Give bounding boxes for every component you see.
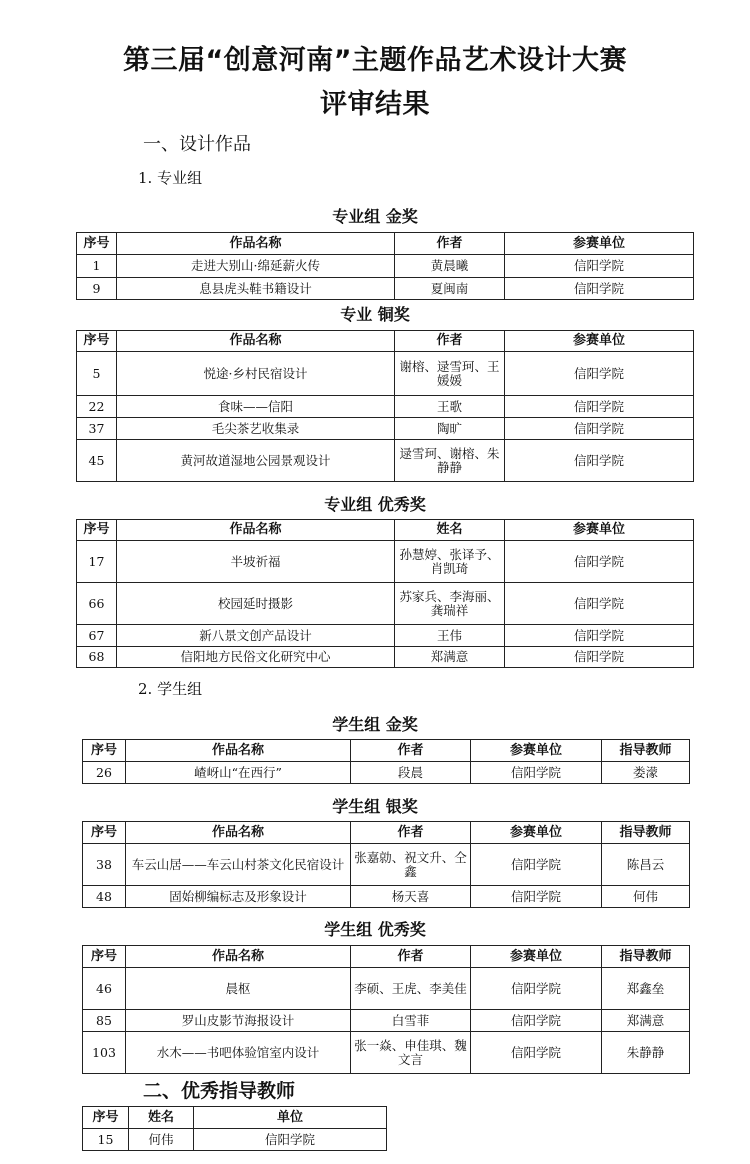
document-title-line2: 评审结果 — [320, 89, 430, 120]
cell-author: 陶旷 — [395, 418, 505, 440]
cell-seq: 85 — [83, 1010, 126, 1032]
table-row — [77, 440, 694, 482]
subheading-professional-group: 1. 专业组 — [138, 169, 203, 187]
cell-author: 苏家兵、李海丽、龚瑞祥 — [395, 583, 505, 625]
cell-seq: 48 — [83, 886, 126, 908]
cell-advisor: 何伟 — [602, 886, 690, 908]
header-author: 作者 — [351, 946, 471, 968]
table-row — [77, 255, 694, 278]
table-pro-gold — [76, 232, 694, 300]
header-row — [77, 233, 694, 255]
table-row — [83, 762, 690, 784]
cell-seq: 68 — [77, 647, 117, 668]
table-row — [77, 541, 694, 583]
cell-author: 王伟 — [395, 625, 505, 647]
cell-author: 黄晨曦 — [395, 255, 505, 278]
cell-seq: 26 — [83, 762, 126, 784]
cell-author: 夏闽南 — [395, 278, 505, 300]
table-row — [77, 352, 694, 396]
cell-unit: 信阳学院 — [505, 440, 694, 482]
header-advisor: 指导教师 — [602, 822, 690, 844]
header-seq: 序号 — [77, 233, 117, 255]
header-work-title: 作品名称 — [117, 520, 395, 541]
caption-pro-bronze: 专业 铜奖 — [340, 305, 410, 324]
subheading-student-group: 2. 学生组 — [138, 680, 203, 698]
header-author: 作者 — [395, 331, 505, 352]
cell-work-title: 晨枢 — [126, 968, 351, 1010]
header-unit: 参赛单位 — [471, 740, 602, 762]
header-author: 姓名 — [395, 520, 505, 541]
cell-author: 郑满意 — [395, 647, 505, 668]
header-row — [77, 520, 694, 541]
cell-work-title: 食味——信阳 — [117, 396, 395, 418]
table-row — [83, 886, 690, 908]
cell-unit: 信阳学院 — [505, 352, 694, 396]
header-seq: 序号 — [83, 740, 126, 762]
header-row — [83, 822, 690, 844]
header-seq: 序号 — [83, 1107, 129, 1129]
cell-work-title: 新八景文创产品设计 — [117, 625, 395, 647]
cell-unit: 信阳学院 — [471, 968, 602, 1010]
header-advisor: 指导教师 — [602, 740, 690, 762]
cell-work-title: 走进大别山·绵延薪火传 — [117, 255, 395, 278]
header-unit: 参赛单位 — [505, 331, 694, 352]
cell-seq: 5 — [77, 352, 117, 396]
table-stu-silver — [82, 821, 690, 908]
cell-author: 张嘉勍、祝文升、仝鑫 — [351, 844, 471, 886]
cell-work-title: 固始柳编标志及形象设计 — [126, 886, 351, 908]
cell-advisor: 朱静静 — [602, 1032, 690, 1074]
table-row — [83, 1010, 690, 1032]
table-row — [83, 844, 690, 886]
cell-unit: 信阳学院 — [505, 278, 694, 300]
cell-work-title: 黄河故道湿地公园景观设计 — [117, 440, 395, 482]
cell-unit: 信阳学院 — [505, 541, 694, 583]
table-row — [83, 1129, 387, 1151]
cell-advisor: 郑鑫垒 — [602, 968, 690, 1010]
cell-unit: 信阳学院 — [471, 844, 602, 886]
cell-author: 白雪菲 — [351, 1010, 471, 1032]
header-seq: 序号 — [77, 520, 117, 541]
cell-author: 杨天喜 — [351, 886, 471, 908]
cell-seq: 103 — [83, 1032, 126, 1074]
header-row — [83, 740, 690, 762]
cell-seq: 67 — [77, 625, 117, 647]
cell-unit: 信阳学院 — [505, 255, 694, 278]
header-seq: 序号 — [83, 822, 126, 844]
cell-unit: 信阳学院 — [505, 583, 694, 625]
cell-author: 逯雪珂、谢榕、朱静静 — [395, 440, 505, 482]
cell-unit: 信阳学院 — [505, 647, 694, 668]
cell-unit: 信阳学院 — [505, 625, 694, 647]
cell-seq: 45 — [77, 440, 117, 482]
cell-work-title: 毛尖茶艺收集录 — [117, 418, 395, 440]
cell-work-title: 半坡祈福 — [117, 541, 395, 583]
table-row — [83, 1032, 690, 1074]
header-advisor: 指导教师 — [602, 946, 690, 968]
cell-seq: 38 — [83, 844, 126, 886]
cell-unit: 信阳学院 — [471, 762, 602, 784]
header-work-title: 作品名称 — [126, 740, 351, 762]
cell-seq: 9 — [77, 278, 117, 300]
cell-work-title: 信阳地方民俗文化研究中心 — [117, 647, 395, 668]
cell-author: 王歌 — [395, 396, 505, 418]
cell-work-title: 嵖岈山“在西行” — [126, 762, 351, 784]
cell-author: 张一焱、申佳琪、魏文言 — [351, 1032, 471, 1074]
table-pro-excellent — [76, 519, 694, 668]
cell-work-title: 水木——书吧体验馆室内设计 — [126, 1032, 351, 1074]
cell-author: 孙慧婷、张译予、肖凯琦 — [395, 541, 505, 583]
table-row — [77, 647, 694, 668]
cell-author: 段晨 — [351, 762, 471, 784]
header-work-title: 作品名称 — [126, 822, 351, 844]
table-row — [77, 396, 694, 418]
cell-work-title: 悦途·乡村民宿设计 — [117, 352, 395, 396]
table-row — [77, 418, 694, 440]
cell-unit: 信阳学院 — [194, 1129, 387, 1151]
cell-seq: 37 — [77, 418, 117, 440]
table-row — [77, 625, 694, 647]
caption-pro-gold: 专业组 金奖 — [332, 207, 418, 226]
caption-stu-silver: 学生组 银奖 — [332, 797, 418, 816]
table-row — [77, 278, 694, 300]
cell-unit: 信阳学院 — [471, 1010, 602, 1032]
table-stu-gold — [82, 739, 690, 784]
header-unit: 参赛单位 — [471, 822, 602, 844]
cell-seq: 17 — [77, 541, 117, 583]
cell-work-title: 罗山皮影节海报设计 — [126, 1010, 351, 1032]
table-stu-excellent — [82, 945, 690, 1074]
header-author: 作者 — [351, 740, 471, 762]
caption-stu-gold: 学生组 金奖 — [332, 715, 418, 734]
cell-unit: 信阳学院 — [471, 1032, 602, 1074]
header-author: 作者 — [351, 822, 471, 844]
table-row — [83, 968, 690, 1010]
header-row — [83, 946, 690, 968]
table-teachers — [82, 1106, 387, 1151]
cell-author: 李硕、王虎、李美佳 — [351, 968, 471, 1010]
cell-seq: 66 — [77, 583, 117, 625]
document-title-line1: 第三届“创意河南”主题作品艺术设计大赛 — [123, 45, 627, 76]
table-pro-bronze — [76, 330, 694, 482]
caption-stu-excellent: 学生组 优秀奖 — [324, 920, 426, 939]
cell-unit: 信阳学院 — [505, 396, 694, 418]
header-unit: 单位 — [194, 1107, 387, 1129]
caption-pro-excellent: 专业组 优秀奖 — [324, 495, 426, 514]
header-work-title: 作品名称 — [117, 233, 395, 255]
cell-work-title: 校园延时摄影 — [117, 583, 395, 625]
cell-unit: 信阳学院 — [505, 418, 694, 440]
header-unit: 参赛单位 — [505, 233, 694, 255]
cell-seq: 22 — [77, 396, 117, 418]
header-row — [83, 1107, 387, 1129]
header-name: 姓名 — [129, 1107, 194, 1129]
table-row — [77, 583, 694, 625]
cell-work-title: 车云山居——车云山村茶文化民宿设计 — [126, 844, 351, 886]
section-heading-design-works: 一、设计作品 — [143, 134, 251, 155]
section-heading-excellent-teachers: 二、优秀指导教师 — [143, 1080, 296, 1102]
cell-advisor: 娄濛 — [602, 762, 690, 784]
header-work-title: 作品名称 — [117, 331, 395, 352]
header-seq: 序号 — [83, 946, 126, 968]
cell-advisor: 郑满意 — [602, 1010, 690, 1032]
cell-author: 谢榕、逯雪珂、王媛媛 — [395, 352, 505, 396]
cell-name: 何伟 — [129, 1129, 194, 1151]
cell-seq: 1 — [77, 255, 117, 278]
cell-unit: 信阳学院 — [471, 886, 602, 908]
header-seq: 序号 — [77, 331, 117, 352]
cell-work-title: 息县虎头鞋书籍设计 — [117, 278, 395, 300]
header-work-title: 作品名称 — [126, 946, 351, 968]
header-row — [77, 331, 694, 352]
cell-seq: 46 — [83, 968, 126, 1010]
cell-advisor: 陈昌云 — [602, 844, 690, 886]
header-unit: 参赛单位 — [471, 946, 602, 968]
cell-seq: 15 — [83, 1129, 129, 1151]
header-unit: 参赛单位 — [505, 520, 694, 541]
header-author: 作者 — [395, 233, 505, 255]
